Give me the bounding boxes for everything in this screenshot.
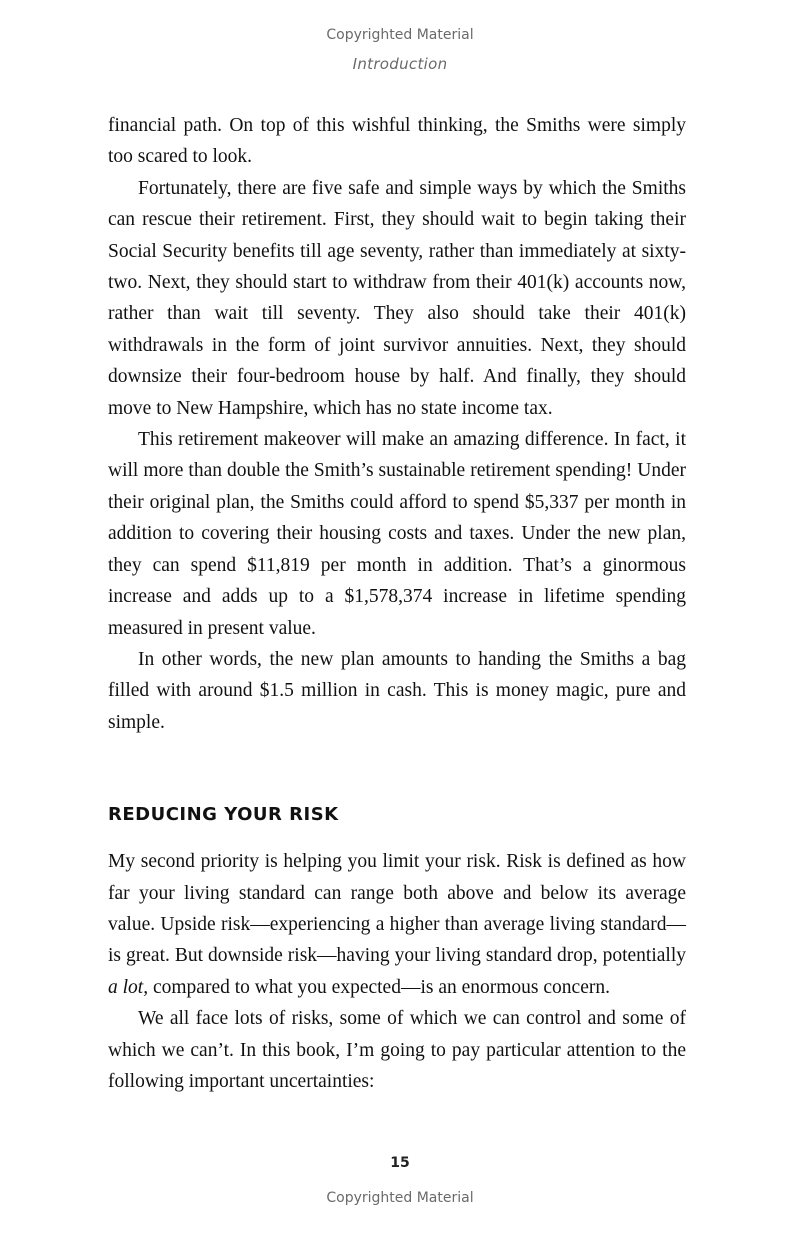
running-head: Introduction: [352, 55, 448, 73]
paragraph: This retirement makeover will make an amazing difference. In fact, it will more than double the Smith’s sustainable retirement spending! Under their original plan, the Smiths could afford to spend $5,337 per month in addition to covering their housing costs and taxes. Under the new plan, they can spend $11,819 per month in addition. That’s a ginormous increase and adds up to a $1,578,374 increase in lifetime spending measured in present value.: [108, 429, 686, 639]
section-heading: REDUCING YOUR RISK: [108, 804, 339, 826]
page-number: 15: [390, 1155, 410, 1171]
paragraph-text: My second priority is helping you limit your risk. Risk is defined as how far your living standard can range both above and below its average value. Upside risk—experiencing a higher than average living standard—is great. But downside risk—having your living standard drop, potentially: [108, 851, 686, 967]
page-body: [108, 110, 686, 1097]
copyright-watermark-bottom: Copyrighted Material: [326, 1190, 474, 1206]
paragraph-text: compared to what you expected—is an enormous concern.: [148, 976, 610, 998]
paragraph: Fortunately, there are five safe and simple ways by which the Smiths can rescue their retirement. First, they should wait to begin taking their Social Security benefits till age seventy, rather than immediately at sixty-two. Next, they should start to withdraw from their 401(k) accounts now, rather than wait till seventy. They also should take their 401(k) withdrawals in the form of joint survivor annuities. Next, they should downsize their four-bedroom house by half. And finally, they should move to New Hampshire, which has no state income tax.: [108, 177, 686, 419]
paragraph: [108, 846, 686, 1003]
paragraph: We all face lots of risks, some of which we can control and some of which we can’t. In this book, I’m going to pay particular attention to the following important uncertainties:: [108, 1008, 686, 1092]
paragraph: financial path. On top of this wishful thinking, the Smiths were simply too scared to look.: [108, 115, 686, 168]
paragraph: In other words, the new plan amounts to handing the Smiths a bag filled with around $1.5 million in cash. This is money magic, pure and simple.: [108, 648, 686, 733]
copyright-watermark-top: Copyrighted Material: [326, 27, 474, 43]
emphasis-text: a lot,: [108, 976, 149, 998]
